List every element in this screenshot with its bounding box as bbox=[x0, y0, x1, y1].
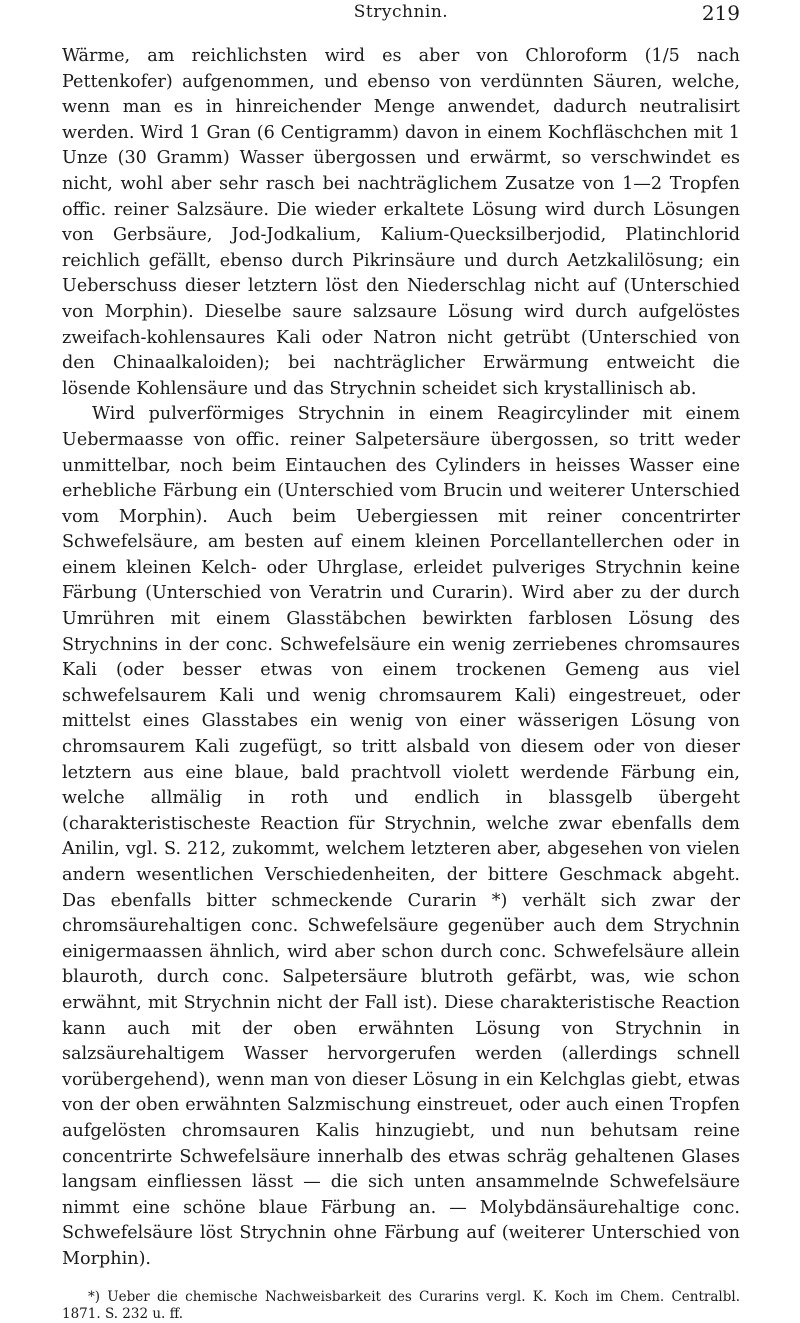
body-text bbox=[62, 44, 740, 1273]
footnote: *) Ueber die chemische Nachweisbarkeit des Curarins vergl. K. Koch im Chem. Centralbl. 1871. S. 232 u. ff. bbox=[62, 1288, 740, 1322]
page-number: 219 bbox=[701, 1, 740, 25]
paragraph-1: Wärme, am reichlichsten wird es aber von Chloroform (1/5 nach Pettenkofer) aufgenommen, und ebenso von verdünnten Säuren, welche, wenn man es in hinreichender Menge anwendet, dadurch neutralisirt werden. Wird 1 Gran (6 Centigramm) davon in einem Kochfläschchen mit 1 Unze (30 Gramm) Wasser übergossen und erwärmt, so verschwindet es nicht, wohl aber sehr rasch bei nachträglichem Zusatze von 1—2 Tropfen offic. reiner Salzsäure. Die wieder erkaltete Lösung wird durch Lösungen von Gerbsäure, Jod-Jodkalium, Kalium-Quecksilberjodid, Platinchlorid reichlich gefällt, ebenso durch Pikrinsäure und durch Aetzkalilösung; ein Ueberschuss dieser letztern löst den Niederschlag nicht auf (Unterschied von Morphin). Dieselbe saure salzsaure Lösung wird durch aufgelöstes zweifach-kohlensaures Kali oder Natron nicht getrübt (Unterschied von den Chinaalkaloiden); bei nachträglicher Erwärmung entweicht die lösende Kohlensäure und das Strychnin scheidet sich krystallinisch ab. bbox=[62, 46, 740, 399]
footnote-spacer bbox=[62, 1273, 740, 1279]
page-header bbox=[62, 0, 740, 44]
paragraph-2: Wird pulverförmiges Strychnin in einem Reagircylinder mit einem Uebermaasse von offic. reiner Salpetersäure übergossen, so tritt weder unmittelbar, noch beim Eintauchen des Cylinders in heisses Wasser eine erhebliche Färbung ein (Unterschied vom Brucin und weiterer Unterschied vom Morphin). Auch beim Uebergiessen mit reiner concentrirter Schwefelsäure, am besten auf einem kleinen Porcellantellerchen oder in einem kleinen Kelch- oder Uhrglase, erleidet pulveriges Strychnin keine Färbung (Unterschied von Veratrin und Curarin). Wird aber zu der durch Umrühren mit einem Glasstäbchen bewirkten farblosen Lösung des Strychnins in der conc. Schwefelsäure ein wenig zerriebenes chromsaures Kali (oder besser etwas von einem trockenen Gemeng aus viel schwefelsaurem Kali und wenig chromsaurem Kali) eingestreuet, oder mittelst eines Glasstabes ein wenig von einer wässerigen Lösung von chromsaurem Kali zugefügt, so tritt alsbald von diesem oder von dieser letztern aus eine blaue, bald prachtvoll violett werdende Färbung ein, welche allmälig in roth und endlich in blassgelb übergeht (charakteristischeste Reaction für Strychnin, welche zwar ebenfalls dem Anilin, vgl. S. 212, zukommt, welchem letzteren aber, abgesehen von vielen andern wesentlichen Verschiedenheiten, der bittere Geschmack abgeht. Das ebenfalls bitter schmeckende Curarin *) verhält sich zwar der chromsäurehaltigen conc. Schwefelsäure gegenüber auch dem Strychnin einigermaassen ähnlich, wird aber schon durch conc. Schwefelsäure allein blauroth, durch conc. Salpetersäure blutroth gefärbt, was, wie schon erwähnt, mit Strychnin nicht der Fall ist). Diese charakteristische Reaction kann auch mit der oben erwähnten Lösung von Strychnin in salzsäurehaltigem Wasser hervorgerufen werden (allerdings schnell vorübergehend), wenn man von dieser Lösung in ein Kelchglas giebt, etwas von der oben erwähnten Salzmischung einstreuet, oder auch einen Tropfen aufgelösten chromsauren Kalis hinzugiebt, und nun behutsam reine concentrirte Schwefelsäure innerhalb des etwas schräg gehaltenen Glases langsam einfliessen lässt — die sich unten ansammelnde Schwefelsäure nimmt eine schöne blaue Färbung an. — Molybdänsäurehaltige conc. Schwefelsäure löst Strychnin ohne Färbung auf (weiterer Unterschied von Morphin). bbox=[62, 404, 740, 1269]
running-title: Strychnin. bbox=[353, 2, 449, 22]
